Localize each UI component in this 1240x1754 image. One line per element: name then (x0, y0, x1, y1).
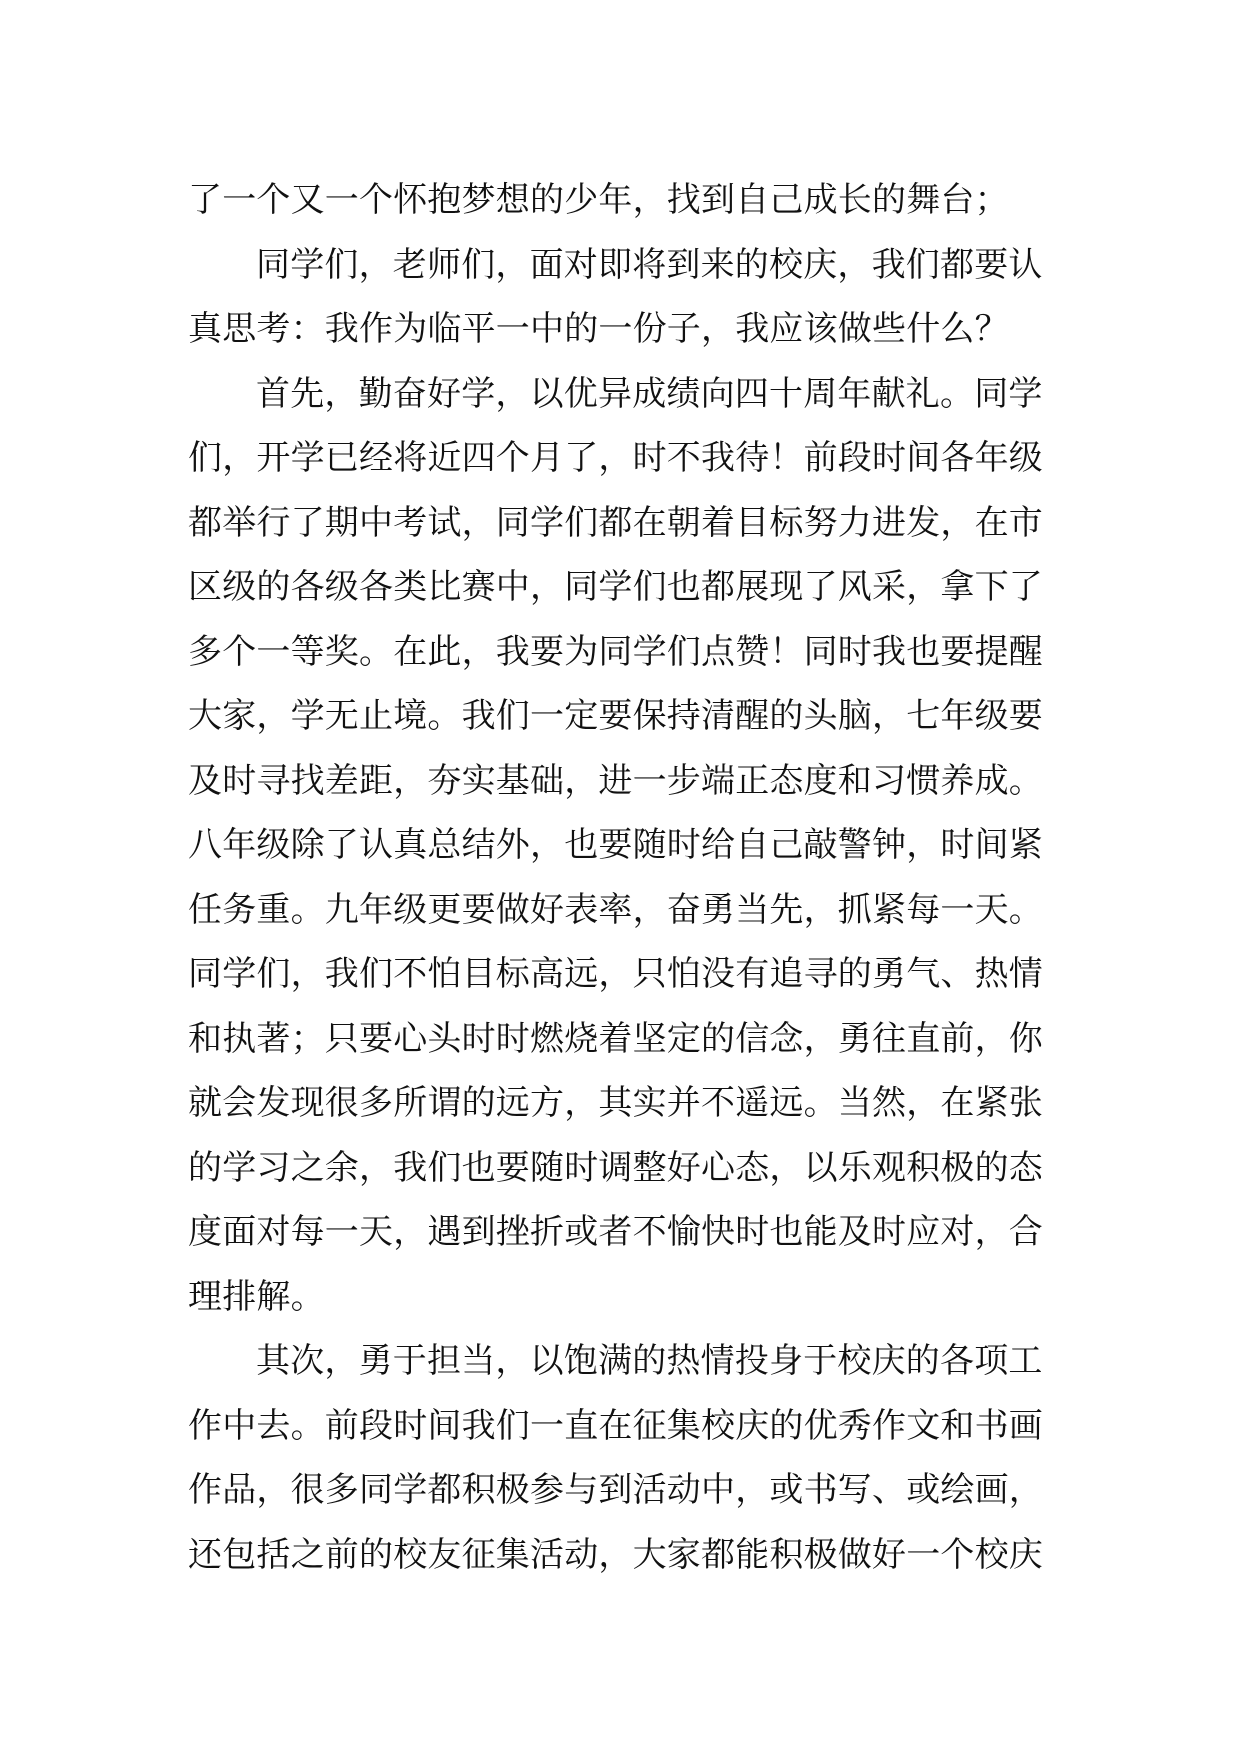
text-line: 还包括之前的校友征集活动，大家都能积极做好一个校庆 (188, 1534, 1043, 1575)
text-line: 大家，学无止境。我们一定要保持清醒的头脑，七年级要 (188, 696, 1043, 736)
text-line: 作中去。前段时间我们一直在征集校庆的优秀作文和书画 (188, 1405, 1043, 1446)
text-line: 都举行了期中考试，同学们都在朝着目标努力进发，在市 (188, 502, 1043, 543)
text-line: 多个一等奖。在此，我要为同学们点赞！同时我也要提醒 (188, 631, 1043, 672)
text-line: 其次，勇于担当，以饱满的热情投身于校庆的各项工 (256, 1341, 1043, 1381)
text-line: 真思考：我作为临平一中的一份子，我应该做些什么？ (188, 309, 1009, 349)
text-line: 八年级除了认真总结外，也要随时给自己敲警钟，时间紧 (188, 825, 1043, 865)
text-line: 同学们，我们不怕目标高远，只怕没有追寻的勇气、热情 (188, 954, 1043, 994)
text-line: 区级的各级各类比赛中，同学们也都展现了风采，拿下了 (188, 567, 1043, 607)
text-line: 首先，勤奋好学，以优异成绩向四十周年献礼。同学 (256, 373, 1043, 414)
text-line: 们，开学已经将近四个月了，时不我待！前段时间各年级 (188, 438, 1043, 478)
text-line: 作品，很多同学都积极参与到活动中，或书写、或绘画， (188, 1470, 1043, 1510)
body-text (188, 168, 1058, 1587)
text-line: 的学习之余，我们也要随时调整好心态，以乐观积极的态 (188, 1147, 1043, 1188)
text-line: 度面对每一天，遇到挫折或者不愉快时也能及时应对，合 (188, 1212, 1043, 1252)
text-line: 任务重。九年级更要做好表率，奋勇当先，抓紧每一天。 (188, 889, 1043, 930)
text-line: 就会发现很多所谓的远方，其实并不遥远。当然，在紧张 (188, 1083, 1043, 1123)
text-line: 同学们，老师们，面对即将到来的校庆，我们都要认 (256, 244, 1043, 285)
text-line: 理排解。 (188, 1276, 325, 1317)
text-line: 了一个又一个怀抱梦想的少年，找到自己成长的舞台； (188, 180, 1009, 220)
text-line: 及时寻找差距，夯实基础，进一步端正态度和习惯养成。 (188, 760, 1043, 801)
text-line: 和执著；只要心头时时燃烧着坚定的信念，勇往直前，你 (188, 1018, 1043, 1059)
